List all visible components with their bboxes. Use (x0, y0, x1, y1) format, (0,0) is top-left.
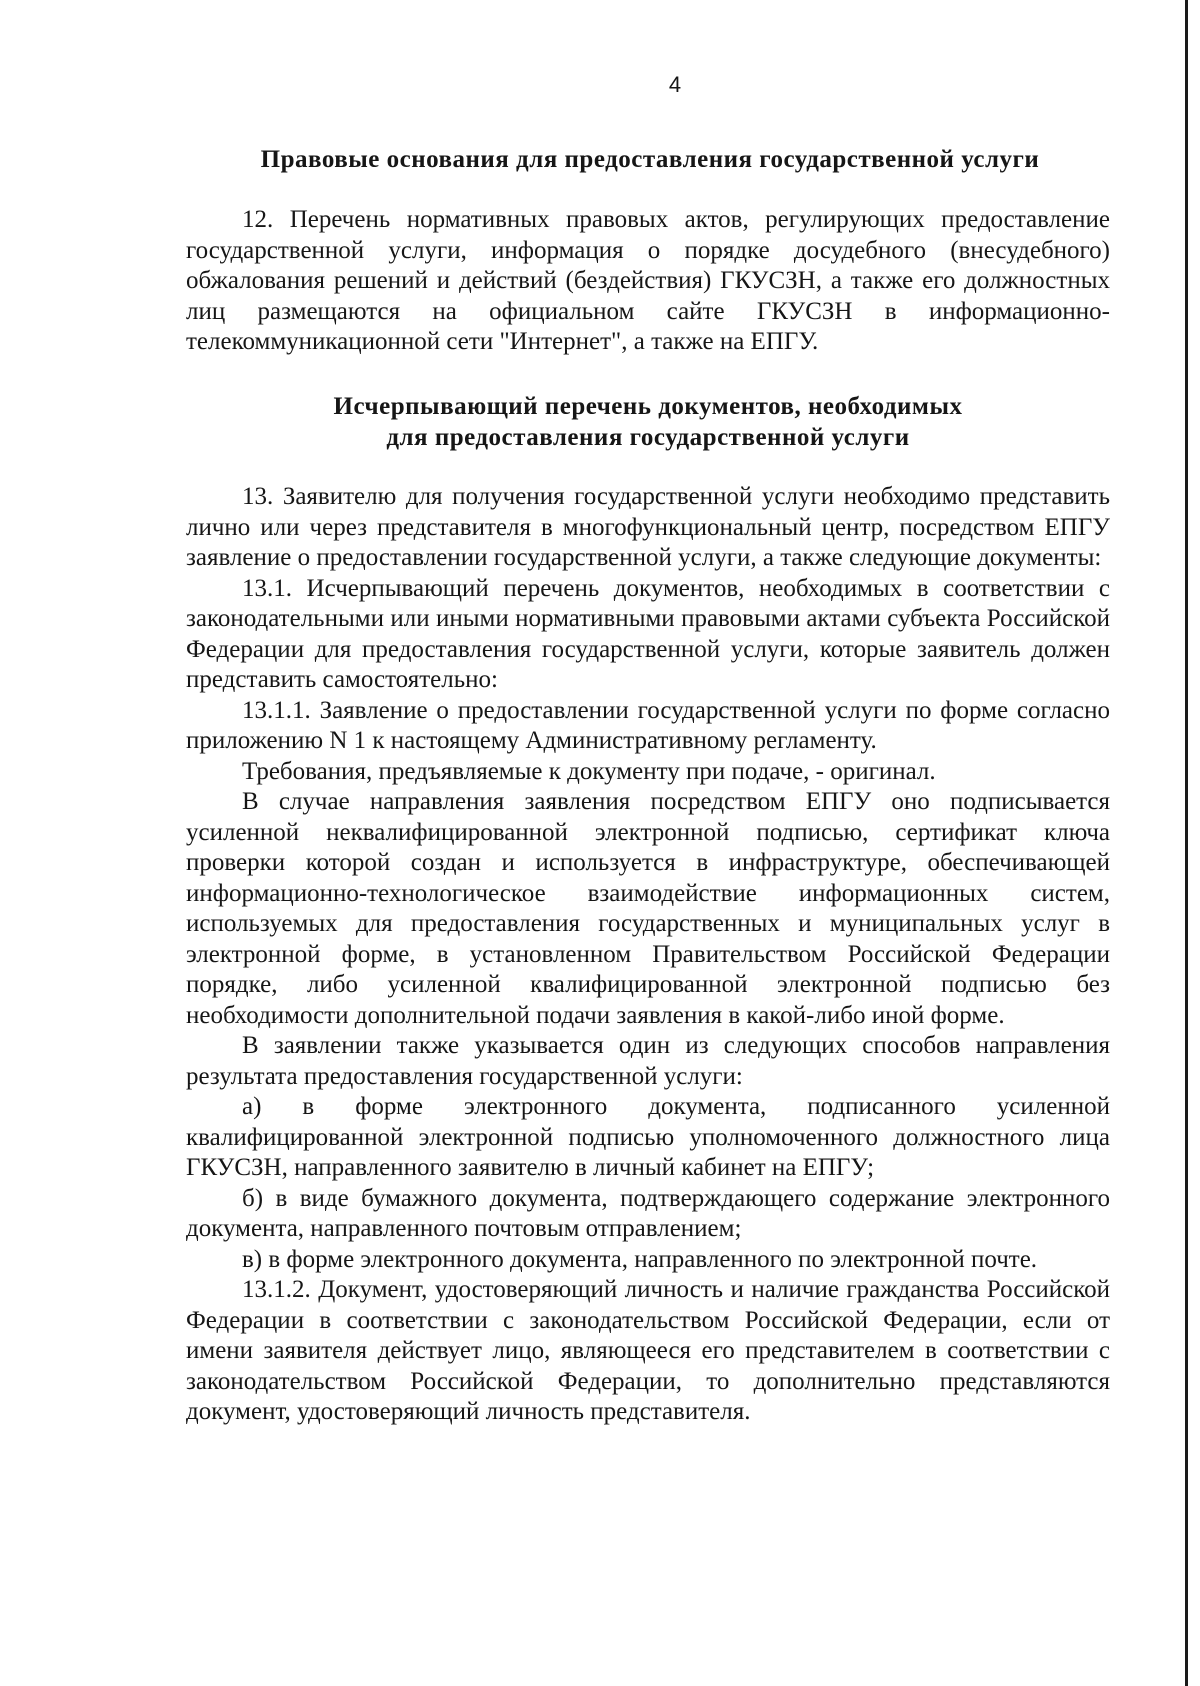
section-heading-legal-basis (200, 145, 1100, 176)
heading-legal-basis-text: Правовые основания для предоставления государственной услуги (260, 146, 1040, 173)
heading-documents-line-1: Исчерпывающий перечень документов, необходимых (333, 393, 963, 420)
paragraph-requirements: Требования, предъявляемые к документу при подаче, - оригинал. (242, 757, 936, 785)
paragraph-13-1-2: 13.1.2. Документ, удостоверяющий личность и наличие гражданства Российской Федерации в соответствии с законодательством Российской Федерации, если от имени заявителя действует лицо, являющееся его представителем в соответствии с законодательством Российской Федерации, то дополнительно представляются документ, удостоверяющий личность представителя. (186, 1276, 1110, 1425)
list-item-v: в) в форме электронного документа, направленного по электронной почте. (242, 1245, 1038, 1273)
paragraph-13: 13. Заявителю для получения государственной услуги необходимо представить лично или через представителя в многофункциональный центр, посредством ЕПГУ заявление о предоставлении государственной услуги, а также следующие документы: (186, 483, 1110, 571)
list-item-a: а) в форме электронного документа, подписанного усиленной квалифицированной электронной подписью уполномоченного должностного лица ГКУСЗН, направленного заявителю в личный кабинет на ЕПГУ; (186, 1093, 1110, 1181)
page-edge-border (1185, 0, 1188, 1686)
paragraph-result-methods: В заявлении также указывается один из следующих способов направления результата предоставления государственной услуги: (186, 1032, 1110, 1090)
heading-documents-line-2: для предоставления государственной услуги (386, 423, 910, 451)
paragraph-13-1-1: 13.1.1. Заявление о предоставлении государственной услуги по форме согласно приложению N 1 к настоящему Административному регламенту. (186, 696, 1110, 754)
list-item-b: б) в виде бумажного документа, подтверждающего содержание электронного документа, направленного почтовым отправлением; (186, 1184, 1110, 1242)
paragraph-12-block (186, 205, 1110, 358)
paragraph-13-1: 13.1. Исчерпывающий перечень документов, необходимых в соответствии с законодательными или иными нормативными правовыми актами субъекта Российской Федерации для предоставления государственной услуги, которые заявитель должен представить самостоятельно: (186, 574, 1110, 693)
paragraph-epgu-signature: В случае направления заявления посредством ЕПГУ оно подписывается усиленной неквалифицированной электронной подписью, сертификат ключа проверки которой создан и используется в инфраструктуре, обеспечивающей информационно-технологическое взаимодействие информационных систем, используемых для предоставления государственных и муниципальных услуг в электронной форме, в установленном Правительством Российской Федерации порядке, либо усиленной квалифицированной электронной подписью без необходимости дополнительной подачи заявления в какой-либо иной форме. (186, 788, 1110, 1029)
section-heading-documents-list (186, 392, 1110, 453)
page-number: 4 (668, 72, 682, 97)
section-13-body (186, 482, 1110, 1428)
paragraph-12: 12. Перечень нормативных правовых актов, регулирующих предоставление государственной услуги, информация о порядке досудебного (внесудебного) обжалования решений и действий (бездействия) ГКУСЗН, а также его должностных лиц размещаются на официальном сайте ГКУСЗН в информационно-телекоммуникационной сети "Интернет", а также на ЕПГУ. (186, 206, 1110, 355)
